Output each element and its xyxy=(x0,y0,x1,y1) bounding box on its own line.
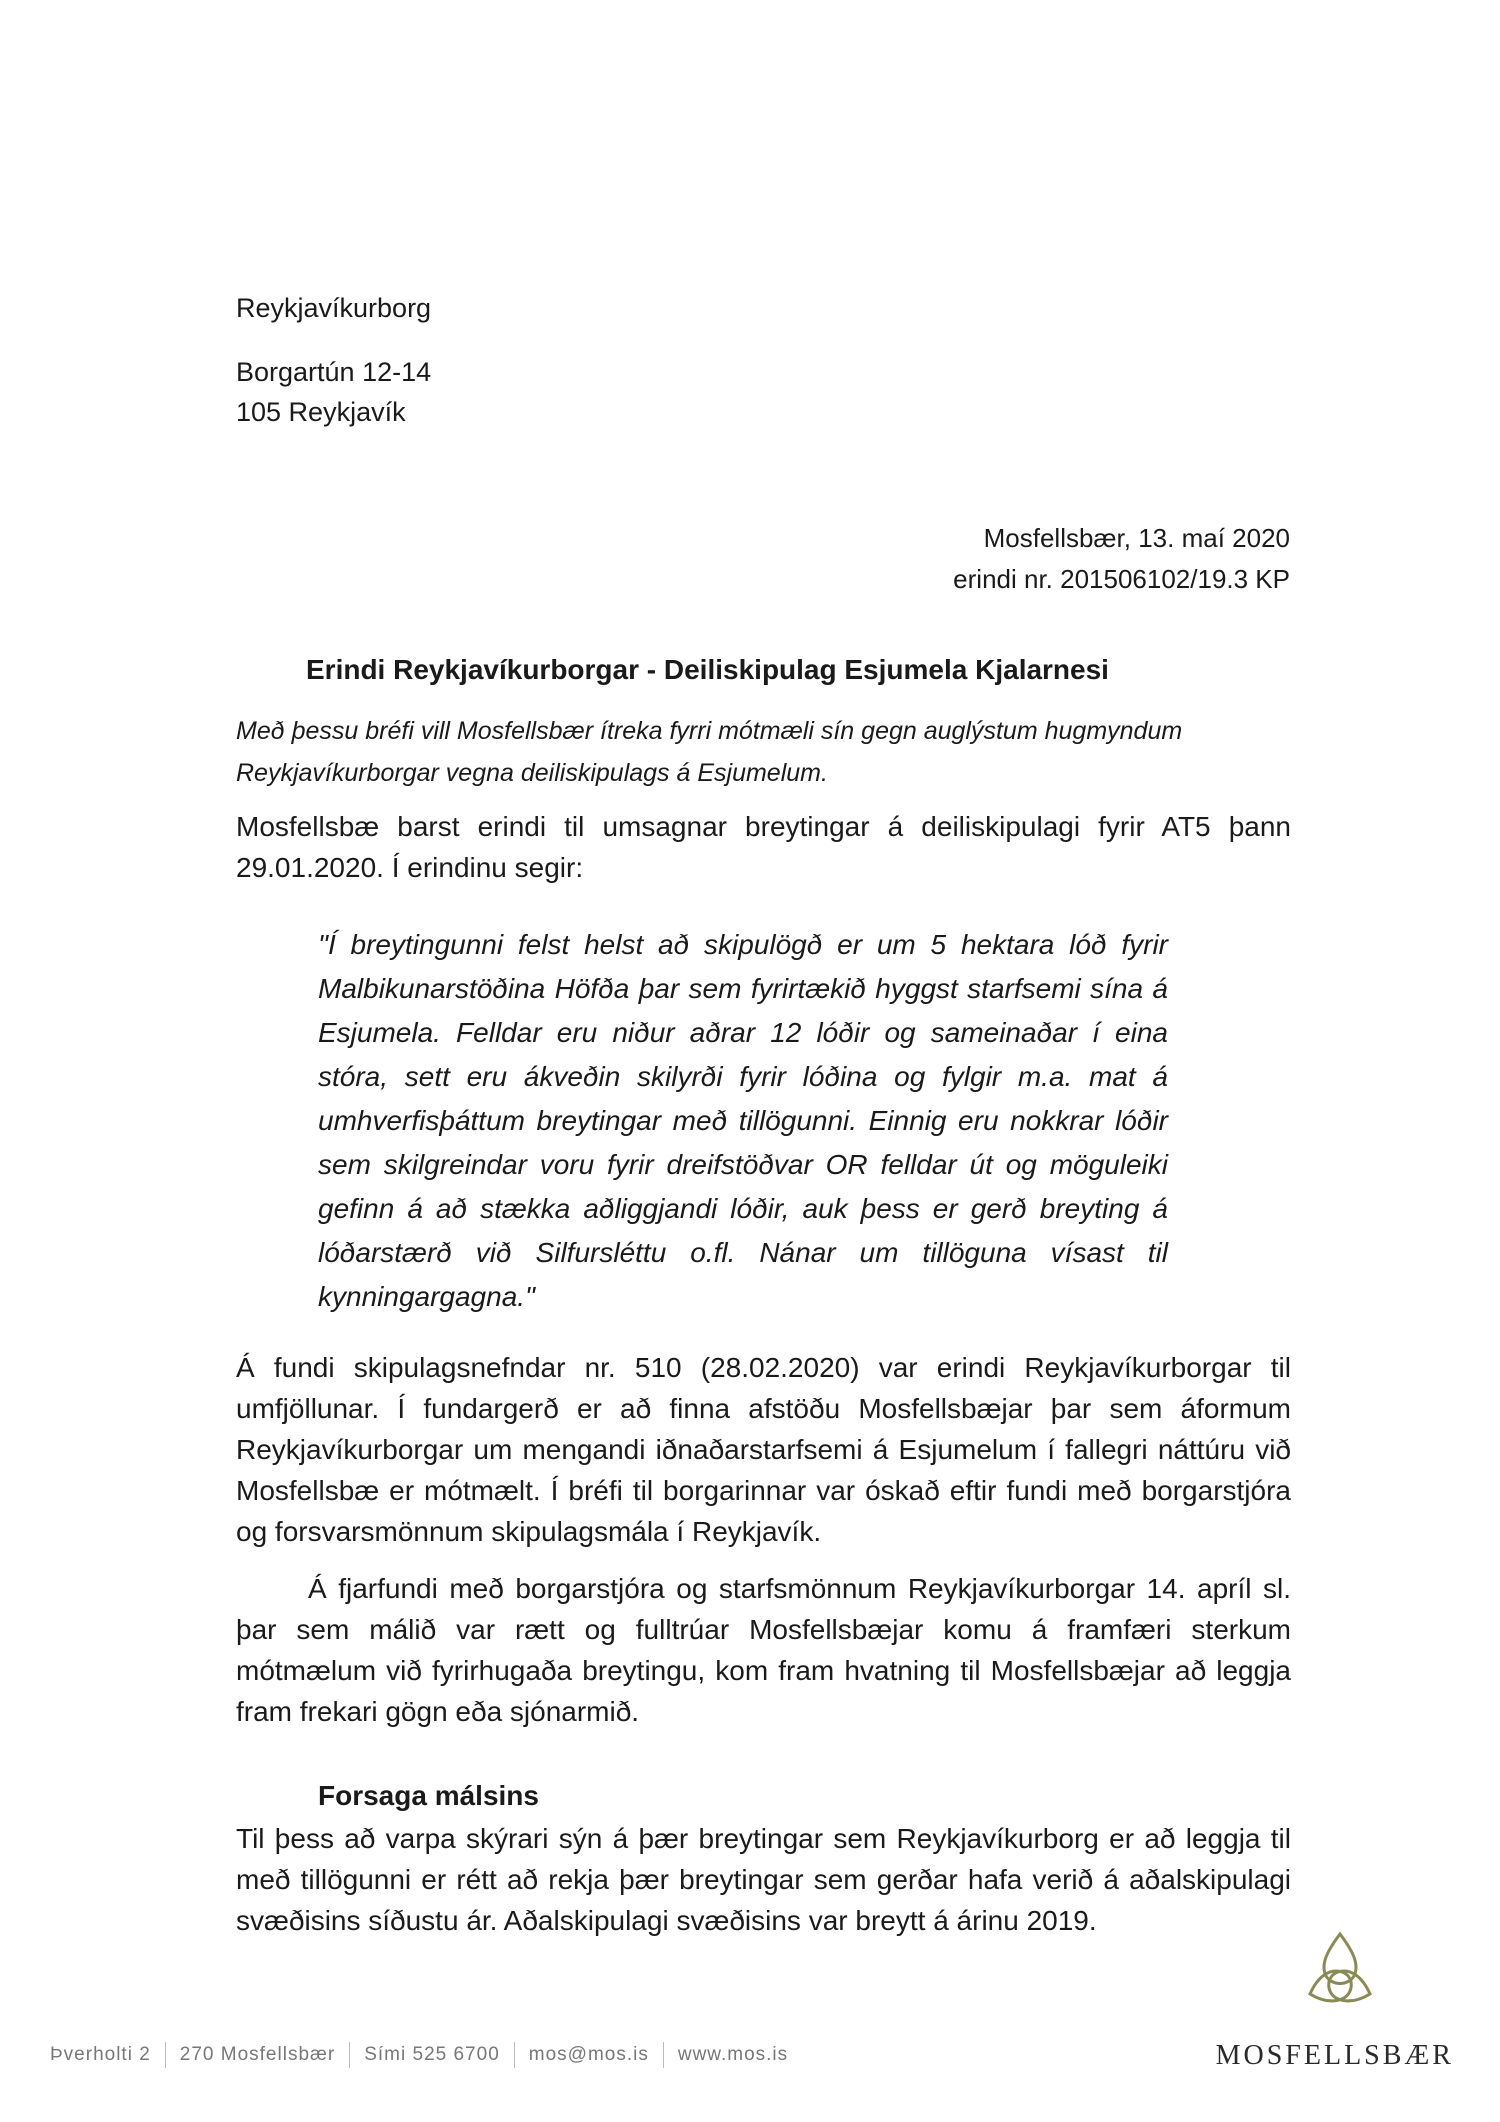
section-body: Til þess að varpa skýrari sýn á þær breytingar sem Reykjavíkurborg er að leggja til með tillögunni er rétt að rekja þær breytingar sem gerðar hafa verið á aðalskipulagi svæðisins síðustu ár. Aðalskipulagi svæðisins var breytt á árinu 2019. xyxy=(236,1823,1291,1936)
recipient-address xyxy=(236,352,431,432)
letter-title: Erindi Reykjavíkurborgar - Deiliskipulag Esjumela Kjalarnesi xyxy=(306,654,1109,685)
footer-postal: 270 Mosfellsbær xyxy=(179,2044,336,2066)
recipient-name: Reykjavíkurborg xyxy=(236,293,432,323)
footer-email: mos@mos.is xyxy=(528,2044,649,2066)
quoted-text: "Í breytingunni felst helst að skipulögð er um 5 hektara lóð fyrir Malbikunarstöðina Höfða þar sem fyrirtækið hyggst starfsemi sína á Esjumela. Felldar eru niður aðrar 12 lóðir og sameinaðar í eina stóra, sett eru ákveðin skilyrði fyrir lóðina og fylgir m.a. mat á umhverfisþáttum breytingar með tillögunni. Einnig eru nokkrar lóðir sem skilgreindar voru fyrir dreifstöðvar OR felldar út og möguleiki gefinn á að stækka aðliggjandi lóðir, auk þess er gerð breyting á lóðarstærð við Silfursléttu o.fl. Nánar um tillöguna vísast til kynningargagna." xyxy=(318,929,1168,1312)
section-title: Forsaga málsins xyxy=(318,1780,539,1811)
place-date: Mosfellsbær, 13. maí 2020 xyxy=(983,523,1290,553)
recipient-city: 105 Reykjavík xyxy=(236,397,406,427)
footer-web: www.mos.is xyxy=(677,2044,789,2066)
footer-address: Þverholti 2 xyxy=(50,2044,151,2066)
footer-contact xyxy=(50,2042,788,2068)
letter-meta xyxy=(953,518,1290,600)
intro-text: Með þessu bréfi vill Mosfellsbær ítreka fyrri mótmæli sín gegn auglýstum hugmyndum Reykjavíkurborgar vegna deiliskipulags á Esjumelum. xyxy=(236,717,1183,787)
paragraph-2: Á fundi skipulagsnefndar nr. 510 (28.02.2020) var erindi Reykjavíkurborgar til umfjöllunar. Í fundargerð er að finna afstöðu Mosfellsbæjar þar sem áformum Reykjavíkurborgar um mengandi iðnaðarstarfsemi á Esjumelum í fallegri náttúru við Mosfellsbæ er mótmælt. Í bréfi til borgarinnar var óskað eftir fundi með borgarstjóra og forsvarsmönnum skipulagsmála í Reykjavík. xyxy=(236,1352,1291,1547)
paragraph-1: Mosfellsbæ barst erindi til umsagnar breytingar á deiliskipulagi fyrir AT5 þann 29.01.2020. Í erindinu segir: xyxy=(236,811,1291,883)
reference-number: erindi nr. 201506102/19.3 KP xyxy=(953,564,1290,594)
brand-wordmark: MOSFELLSBÆR xyxy=(1215,2040,1454,2071)
mosfellsbaer-logo-icon xyxy=(1300,1930,1380,2005)
footer-phone: Sími 525 6700 xyxy=(364,2044,500,2066)
paragraph-3: Á fjarfundi með borgarstjóra og starfsmönnum Reykjavíkurborgar 14. apríl sl. þar sem málið var rætt og fulltrúar Mosfellsbæjar komu á framfæri sterkum mótmælum við fyrirhugaða breytingu, kom fram hvatning til Mosfellsbæjar að leggja fram frekari gögn eða sjónarmið. xyxy=(236,1573,1291,1727)
recipient-street: Borgartún 12-14 xyxy=(236,357,432,387)
